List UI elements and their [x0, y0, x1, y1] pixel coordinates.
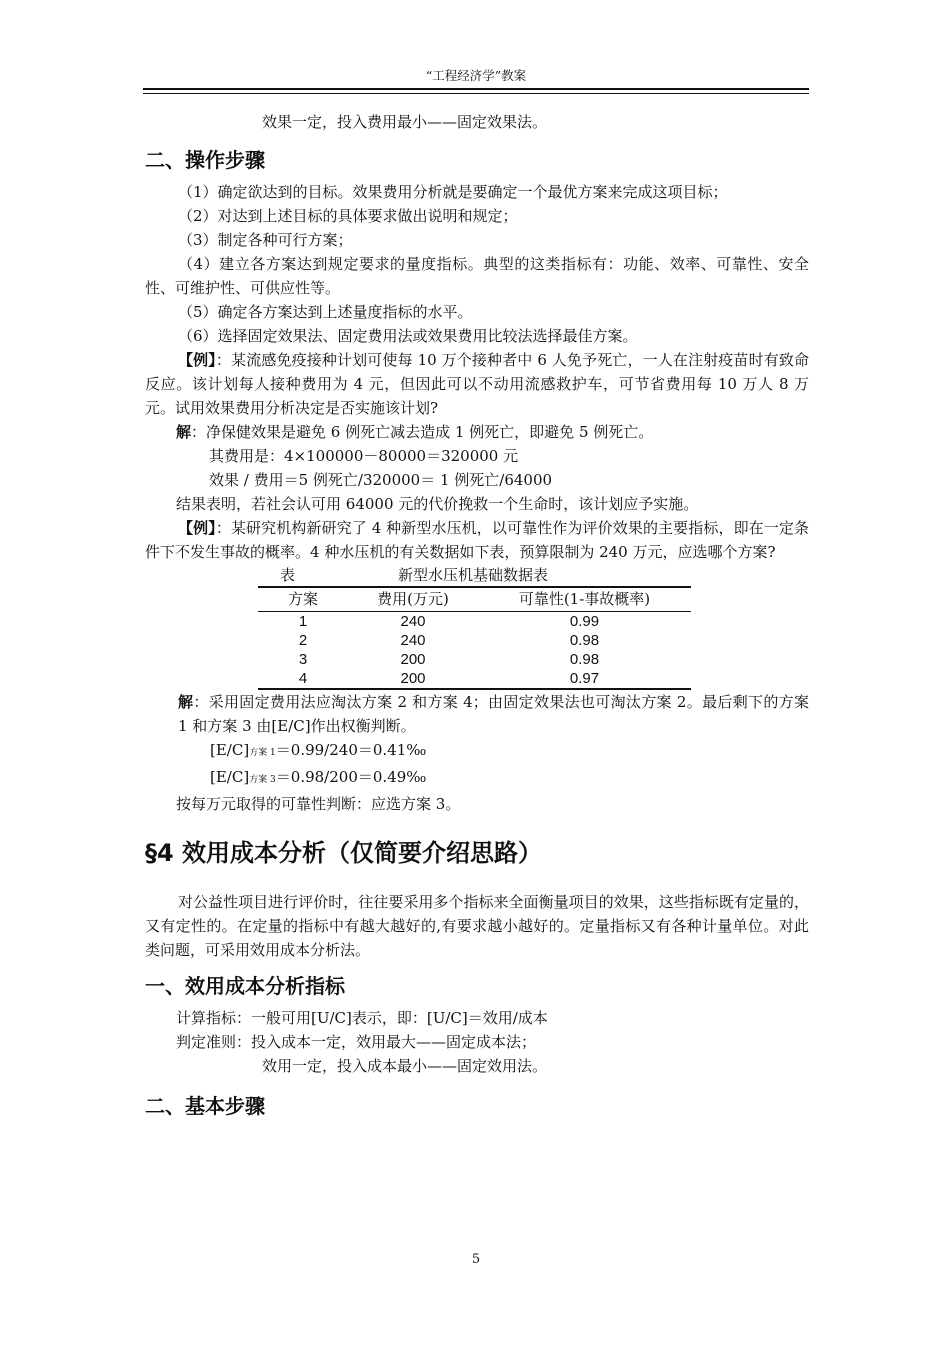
heading-operation-steps: 二、操作步骤: [145, 148, 265, 172]
indicator-calc-line: 计算指标：一般可用[U/C]表示，即：[U/C]＝效用/成本: [176, 1009, 548, 1027]
example-1-text: ：某流感免疫接种计划可使每 10 万个接种者中 6 人免予死亡，一人在注射疫苗时有致命反应。该计划每人接种费用为 4 元，但因此可以不动用流感救护车，可节省费用每 10 万人 8 万元。试用效果费用分析决定是否实施该计划?: [145, 351, 809, 417]
table-caption: [258, 564, 691, 586]
example-2-conclusion: 按每万元取得的可靠性判断：应选方案 3。: [176, 795, 461, 813]
calc-plan-1: [145, 738, 809, 765]
step-6: （6）选择固定效果法、固定费用法或效果费用比较法选择最佳方案。: [178, 327, 638, 345]
table-row: [258, 631, 691, 650]
table-cell: 0.98: [569, 651, 600, 668]
table-row: [258, 669, 691, 689]
fixed-effect-line: 效果一定，投入费用最小——固定效果法。: [262, 113, 548, 131]
step-3: （3）制定各种可行方案；: [178, 231, 353, 249]
example-2-solution: [145, 690, 809, 738]
calc-value: ＝0.98/200＝0.49‰: [275, 768, 427, 786]
table-cell: 3: [298, 651, 308, 668]
table-title: 新型水压机基础数据表: [398, 566, 549, 584]
section-4-intro: 对公益性项目进行评价时，往往要采用多个指标来全面衡量项目的效果，这些指标既有定量的，又有定性的。在定量的指标中有越大越好的,有要求越小越好的。定量指标又有各种计量单位。对此类问题，可采用效用成本分析法。: [145, 893, 809, 959]
data-table-block: [258, 564, 691, 690]
step-5: （5）确定各方案达到上述量度指标的水平。: [178, 303, 473, 321]
table-cell: 4: [258, 669, 348, 689]
table-cell: 200: [348, 669, 478, 689]
column-header-reliability: 可靠性(1-事故概率): [478, 587, 691, 612]
step-1: （1）确定欲达到的目标。效果费用分析就是要确定一个最优方案来完成这项目标；: [178, 183, 728, 201]
page-content: [145, 110, 809, 1120]
example-1-ratio-line: 效果 / 费用＝5 例死亡/320000＝ 1 例死亡/64000: [209, 471, 553, 489]
example-2-text: ：某研究机构新研究了 4 种新型水压机，以可靠性作为评价效果的主要指标，即在一定条件下不发生事故的概率。4 种水压机的有关数据如下表，预算限制为 240 万元，应选哪个方案?: [145, 519, 809, 561]
example-1-conclusion: 结果表明，若社会认可用 64000 元的代价挽救一个生命时，该计划应予实施。: [176, 495, 699, 513]
page-number: 5: [471, 1252, 481, 1267]
heading-section-4: §4 效用成本分析（仅简要介绍思路）: [145, 839, 543, 867]
table-label: 表: [280, 566, 296, 584]
table-header-row: [258, 587, 691, 612]
column-header-plan: 方案: [258, 587, 348, 612]
example-1-cost-line: 其费用是：4×100000－80000＝320000 元: [209, 447, 519, 465]
table-cell: 0.97: [478, 669, 691, 689]
calc-subscript: 方案 1: [249, 748, 276, 758]
header-rule-thin: [143, 93, 809, 94]
example-2-paragraph: [145, 516, 809, 564]
running-header: “工程经济学”教案: [425, 68, 527, 83]
example-label: 【例】: [178, 519, 216, 537]
calc-expr: [E/C]: [210, 741, 250, 759]
step-2: （2）对达到上述目标的具体要求做出说明和规定；: [178, 207, 518, 225]
table-cell: 1: [298, 613, 308, 630]
calc-plan-3: [145, 765, 809, 792]
rule-line-1: 判定准则：投入成本一定，效用最大——固定成本法；: [176, 1033, 537, 1051]
table-cell: 0.98: [569, 632, 600, 649]
table-row: [258, 650, 691, 669]
example-1-solution-text: ：净保健效果是避免 6 例死亡减去造成 1 例死亡，即避免 5 例死亡。: [191, 423, 654, 441]
calc-subscript: 方案 3: [249, 775, 276, 785]
table-cell: 200: [400, 651, 426, 668]
table-row: [258, 612, 691, 632]
press-data-table: [258, 586, 691, 690]
example-label: 【例】: [178, 351, 216, 369]
table-cell: 240: [400, 613, 426, 630]
calc-expr: [E/C]: [210, 768, 250, 786]
step-4: （4）建立各方案达到规定要求的量度指标。典型的这类指标有：功能、效率、可靠性、安全性、可维护性、可供应性等。: [145, 255, 809, 297]
table-cell: 0.99: [569, 613, 600, 630]
heading-basic-steps: 二、基本步骤: [145, 1094, 265, 1118]
calc-value: ＝0.99/240＝0.41‰: [275, 741, 427, 759]
column-header-cost: 费用(万元): [348, 587, 478, 612]
solution-label: 解: [176, 423, 192, 441]
heading-utility-cost-indicators: 一、效用成本分析指标: [145, 974, 345, 998]
table-cell: 240: [400, 632, 426, 649]
header-rule-thick: [143, 88, 809, 90]
solution-label: 解: [178, 693, 194, 711]
example-1-solution: [145, 420, 809, 444]
example-2-solution-text: ：采用固定费用法应淘汰方案 2 和方案 4；由固定效果法也可淘汰方案 2。最后剩下的方案 1 和方案 3 由[E/C]作出权衡判断。: [178, 693, 809, 735]
table-cell: 2: [298, 632, 308, 649]
example-1-paragraph: [145, 348, 809, 420]
rule-line-2: 效用一定，投入成本最小——固定效用法。: [262, 1057, 548, 1075]
